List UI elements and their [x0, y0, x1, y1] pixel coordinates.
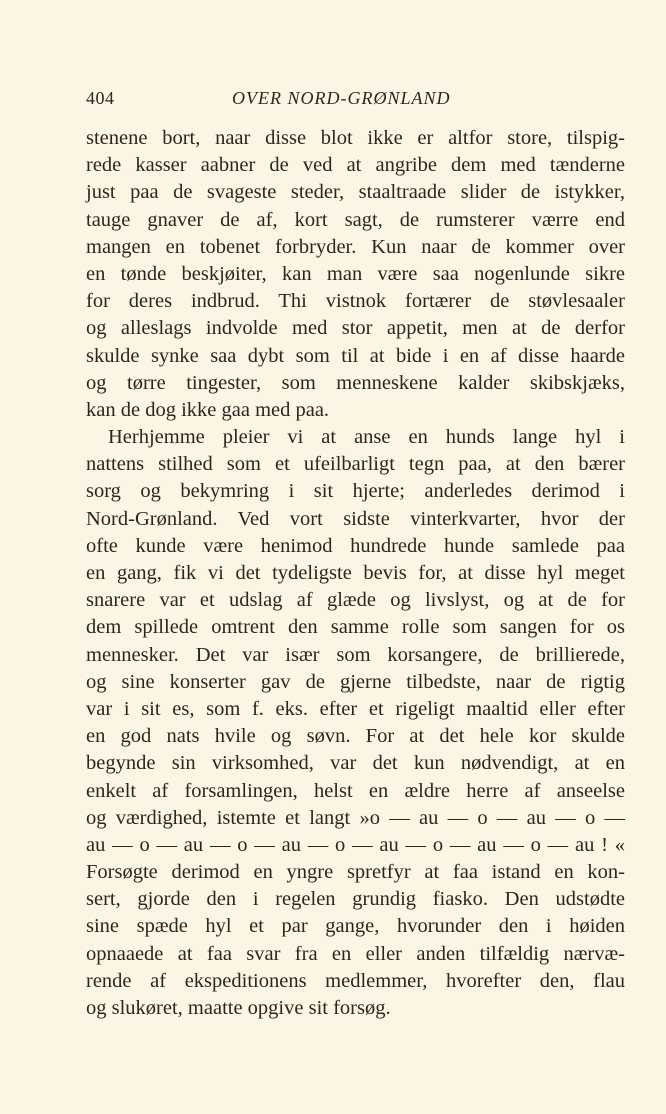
text-line: skulde synke saa dybt som til at bide i en af disse haarde [86, 344, 625, 367]
text-line: just paa de svageste steder, staaltraade slider de istykker, [86, 181, 625, 204]
running-title: OVER NORD-GRØNLAND [232, 88, 451, 108]
text-line: mangen en tobenet forbryder. Kun naar de kommer over [86, 235, 625, 258]
text-line: var i sit es, som f. eks. efter et rigeligt maaltid eller efter [86, 697, 625, 720]
text-line: rede kasser aabner de ved at angribe dem med tænderne [86, 154, 625, 177]
text-line: og sine konserter gav de gjerne tilbedste, naar de rigtig [86, 670, 625, 693]
paragraph-start-line: Herhjemme pleier vi at anse en hunds lange hyl i [108, 426, 625, 449]
page-number: 404 [86, 88, 115, 108]
text-line: sorg og bekymring i sit hjerte; anderledes derimod i [86, 480, 625, 503]
body-text [86, 125, 625, 1022]
text-line: Nord-Grønland. Ved vort sidste vinterkvarter, hvor der [86, 507, 625, 530]
text-line: rende af ekspeditionens medlemmer, hvorefter den, flau [86, 969, 625, 992]
paragraph-end-line: og slukøret, maatte opgive sit forsøg. [86, 997, 391, 1019]
text-line: sert, gjorde den i regelen grundig fiasko. Den udstødte [86, 888, 625, 911]
text-line: stenene bort, naar disse blot ikke er altfor store, tilspig- [86, 127, 625, 149]
text-line: og alleslags indvolde med stor appetit, men at de derfor [86, 317, 625, 340]
text-line: opnaaede at faa svar fra en eller anden tilfældig nærvæ- [86, 942, 625, 965]
text-line: en god nats hvile og søvn. For at det hele kor skulde [86, 725, 625, 748]
text-line: og værdighed, istemte et langt »o — au — o — au — o — [86, 806, 625, 829]
text-line: begynde sin virksomhed, var det kun nødvendigt, at en [86, 752, 625, 775]
text-line: Forsøgte derimod en yngre spretfyr at faa istand en kon- [86, 861, 625, 884]
text-line: mennesker. Det var især som korsangere, de brillierede, [86, 643, 625, 666]
text-line: tauge gnaver de af, kort sagt, de rumsterer værre end [86, 208, 625, 231]
paragraph-end-line: kan de dog ikke gaa med paa. [86, 398, 330, 421]
text-line: sine spæde hyl et par gange, hvorunder den i høiden [86, 915, 625, 938]
text-line: snarere var et udslag af glæde og livslyst, og at de for [86, 589, 625, 612]
text-line: en gang, fik vi det tydeligste bevis for, at disse hyl meget [86, 562, 625, 584]
text-line: nattens stilhed som et ufeilbarligt tegn paa, at den bærer [86, 453, 625, 476]
text-line: en tønde beskjøiter, kan man være saa nogenlunde sikre [86, 262, 625, 285]
text-line: for deres indbrud. Thi vistnok fortærer de støvlesaaler [86, 290, 625, 313]
text-line: ofte kunde være henimod hundrede hunde samlede paa [86, 534, 625, 557]
text-line: enkelt af forsamlingen, helst en ældre herre af anseelse [86, 779, 625, 802]
page-header [86, 86, 625, 116]
text-line: dem spillede omtrent den samme rolle som sangen for os [86, 616, 625, 639]
text-line: og tørre tingester, som menneskene kalder skibskjæks, [86, 371, 625, 394]
text-line: au — o — au — o — au — o — au — o — au — o — au ! « [86, 833, 625, 856]
